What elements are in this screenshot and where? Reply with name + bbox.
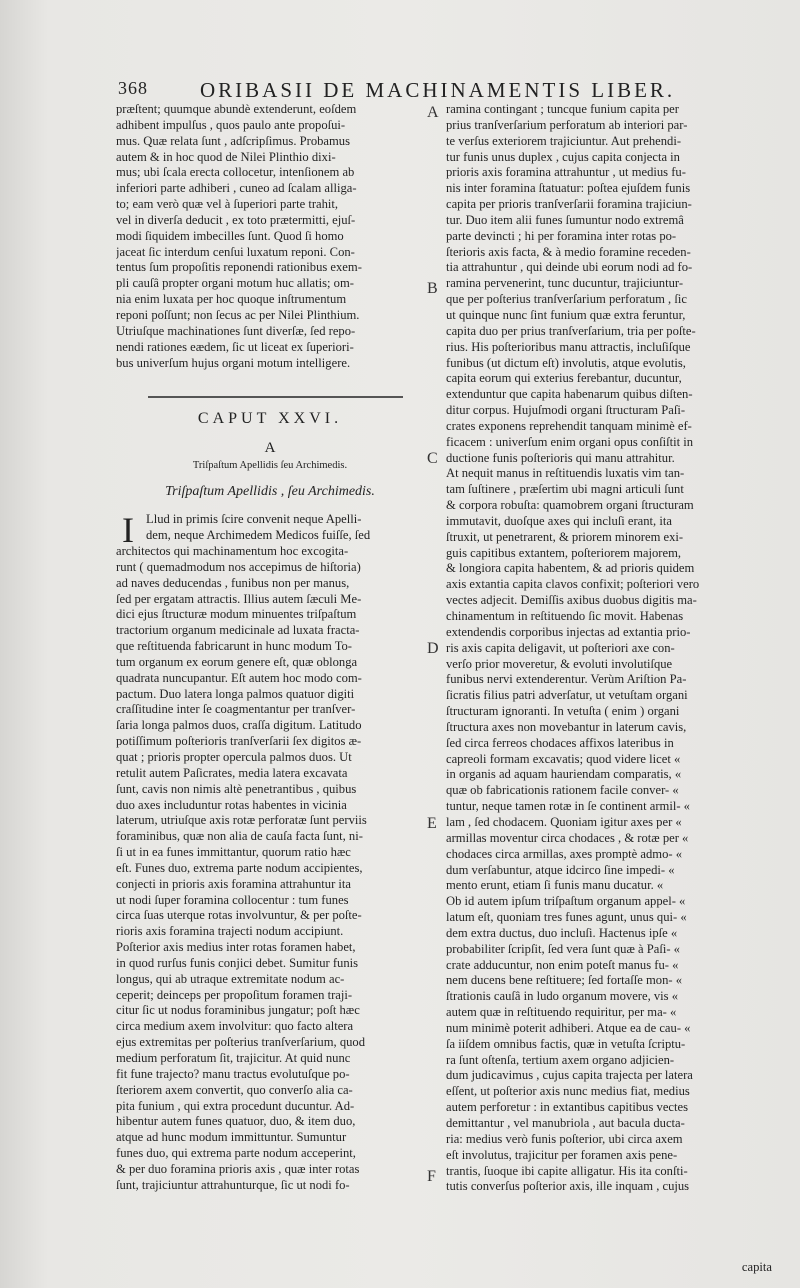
left-body-line: circa medium axem involvitur: quo facto altera — [116, 1019, 354, 1034]
left-body-line: laterum, utriuſque axis rotæ perforatæ ſunt perviis — [116, 813, 367, 828]
right-line: parte devincti ; hi per foramina inter rotas po- — [446, 228, 677, 243]
right-line: ſtructuram ignoranti. In vetuſta ( enim ) organi — [446, 704, 680, 719]
right-line: verſo prior moveretur, & evoluti involutiſque — [446, 656, 673, 671]
left-top-line: mus; ubi ſcala erecta collocetur, intenſionem ab — [116, 165, 355, 180]
left-body-line: ſteriorem axem convertit, quo converſo alia ca- — [116, 1082, 353, 1097]
chapter-subtitle: Triſpaſtum Apellidis ſeu Archimedis. — [192, 460, 348, 471]
right-line: prius tranſverſarium perforatum ab interiori par- — [446, 117, 688, 132]
left-body-line: quat ; prioris propter opercula palmos duos. Ut — [116, 749, 352, 764]
right-line: eſt involutus, trajicitur per foramen axis pene- — [446, 1147, 678, 1162]
left-top-line: modi ſiquidem imbecilles ſunt. Quod ſi homo — [116, 228, 344, 243]
left-body-line: runt ( quemadmodum nos accepimus de hiſtoria) — [116, 559, 361, 574]
right-line: tur funis unus duplex , cujus capita conjecta in — [446, 149, 680, 164]
left-top-line: nendi rationes eædem, ſic ut liceat ex ſuperiori- — [116, 339, 354, 354]
left-top-line: tentus ſum propoſitis reponendi rationibus exem- — [116, 260, 362, 275]
left-body-line: ceperit; deinceps per propoſitum foramen traji- — [116, 987, 353, 1002]
right-line: dum verſabuntur, atque idcirco ſine impedi- « — [446, 862, 675, 877]
left-first-line: dem, neque Archimedem Medicos fuiſſe, ſed — [146, 527, 371, 542]
right-line: num minimè poterit adhiberi. Atque ea de cau- « — [446, 1020, 691, 1035]
margin-letter-a: A — [427, 104, 439, 121]
right-line: capreoli formam excavatis; quod videre licet « — [446, 751, 681, 766]
right-line: autem perforetur : in extantibus capitibus vectes — [446, 1100, 688, 1115]
left-body-line: in quod rurſus funis conjici debet. Sumitur funis — [116, 955, 359, 970]
left-top-line: pli cauſâ propter organi motum huc allatis; om- — [116, 276, 354, 291]
right-line: axis extantia capita clavos confixit; poſteriori vero — [446, 577, 700, 592]
left-body-line: ut nodi ſuper foramina collocentur : tum funes — [116, 892, 349, 907]
right-line: tia attrahuntur , qui deinde ubi eorum nodi ad fo- — [446, 260, 693, 275]
right-column — [446, 102, 778, 1195]
left-top-line: præſtent; quumque abundè extenderunt, eoſdem — [116, 102, 357, 116]
right-line: chinamentum in reſtituendo ſic movit. Habenas — [446, 609, 684, 623]
section-divider — [148, 396, 403, 398]
left-body-line: fit fune trajecto? manu tractus evolutuſque po- — [116, 1066, 350, 1081]
left-first-line: Llud in primis ſcire convenit neque Apelli- — [146, 512, 362, 526]
left-column-top — [116, 102, 424, 371]
right-line: latum eſt, quoniam tres funes agunt, unus qui- « — [446, 910, 687, 925]
right-line: & longiora capita habentem, & ad prioris quidem — [446, 561, 695, 576]
right-line: ſtrationis cauſâ in ludo organum movere, vis « — [446, 989, 679, 1004]
left-body-line: eſt. Funes duo, extrema parte nodum accipientes, — [116, 860, 363, 875]
right-line: capita per prioris tranſverſarii foramina trajiciun- — [446, 197, 692, 212]
left-body-line: architectos qui machinamentum hoc excogita- — [116, 544, 349, 558]
right-line: dem extra ductus, duo incluſi. Hactenus ipſe « — [446, 925, 678, 940]
right-line: tuntur, neque tamen rotæ in ſe continent armil- « — [446, 799, 690, 814]
left-body-line: ſed per ergatam attractis. Illius autem ſæculi Me- — [116, 591, 362, 606]
right-line: Ob id autem ipſum triſpaſtum organum appel- « — [446, 894, 686, 909]
left-top-line: nia enim luxata per hoc quoque inſtrumentum — [116, 292, 347, 307]
left-top-line: jaceat ſic interdum cenſui luxatum reponi. Con- — [116, 244, 355, 259]
right-line: ſicratis filius patri adverſatur, ut vetuſtam organi — [446, 688, 688, 703]
right-line: vectes adjecit. Demiſſis axibus duobus digitis ma- — [446, 593, 697, 608]
left-top-line: inferiori parte adhiberi , cuneo ad ſcalam alliga- — [116, 181, 357, 196]
chapter-italic-title: Triſpaſtum Apellidis , ſeu Archimedis. — [165, 484, 375, 499]
left-body-line: circa ſuas uterque rotas involvuntur, & per poſte- — [116, 908, 362, 923]
left-top-line: adhibent impulſus , quos paulo ante propoſui- — [116, 117, 346, 132]
left-top-line: mus. Quæ relata ſunt , adſcripſimus. Probamus — [116, 133, 351, 148]
margin-letter-b: B — [427, 280, 438, 297]
catchword: capita — [741, 1260, 772, 1274]
right-line: quæ ob fabricationis rationem facile conver- « — [446, 783, 679, 798]
right-line: autem quæ in reſtituendo requiritur, per ma- « — [446, 1005, 677, 1020]
left-body-line: tractorium organum medicinale ad luxata fracta- — [116, 623, 360, 638]
right-line: immutavit, duoſque axes qui incluſi erant, ita — [446, 513, 672, 528]
page-title: ORIBASII DE MACHINAMENTIS LIBER. — [200, 78, 676, 102]
right-line: & corpora robuſta: quamobrem organi ſtructuram — [446, 498, 694, 513]
right-line: armillas moventur circa chodaces , & rotæ per « — [446, 830, 689, 845]
right-line: ramina pervenerint, tunc ducuntur, trajiciuntur- — [446, 276, 684, 291]
left-body-line: duo axes includuntur rotas habentes in vicinia — [116, 797, 347, 812]
right-line: nis inter foramina ſtatuatur: poſtea ejuſdem funis — [446, 181, 691, 196]
left-body-line: craſſitudine inter ſe coagmentantur per tranſver- — [116, 702, 356, 717]
left-body-line: ad naves deducendas , funibus non per manus, — [116, 575, 350, 590]
margin-letter-e: E — [427, 815, 437, 832]
margin-letter-c: C — [427, 450, 438, 467]
chapter-heading: CAPUT XXVI. — [197, 410, 343, 427]
drop-cap: I — [122, 510, 134, 550]
right-line: ſtructura axes non movebantur in laterum cavis, — [446, 719, 687, 734]
right-line: ra ſunt oſtenſa, tertium axem organo adjicien- — [446, 1052, 675, 1067]
right-line: mento erunt, etiam ſi funis manu ducatur. « — [446, 878, 664, 893]
right-line: funibus (ut dictum eſt) involutis, atque evolutis, — [446, 355, 686, 370]
left-body-line: que reſtituenda fabricarunt in hunc modum To- — [116, 639, 352, 654]
left-body-line: conjecti in prioris axis foramina attrahuntur ita — [116, 876, 352, 891]
left-body-line: ejus extremitas per poſterius tranſverſarium, quod — [116, 1035, 366, 1050]
left-column-opening — [146, 512, 424, 544]
right-line: prioris axis foramina attrahuntur , ut medius fu- — [446, 165, 686, 180]
left-body-line: ſunt, trajiciuntur attrahunturque, ſic ut nodi fo- — [116, 1177, 350, 1192]
left-body-line: & per duo foramina prioris axis , quæ inter rotas — [116, 1161, 360, 1176]
left-body-line: rioris axis foramina trajecti nodum accipiunt. — [116, 924, 344, 939]
right-line: funibus nervi extenderentur. Verùm Ariſtion Pa- — [446, 672, 687, 687]
right-line: ductione funis poſterioris qui manu attrahitur. — [446, 450, 675, 465]
left-body-line: retulit autem Paſicrates, media latera excavata — [116, 765, 348, 780]
right-line: extenduntur que capita habenarum quibus diſten- — [446, 387, 693, 402]
left-top-line: autem & in hoc quod de Nilei Plinthio dixi- — [116, 149, 336, 164]
right-line: ramina contingant ; tuncque funium capita per — [446, 102, 679, 116]
margin-letter-d: D — [427, 640, 439, 657]
left-body-line: citur ſic ut nodus foraminibus jungatur; poſt hæc — [116, 1003, 360, 1018]
right-line: ut quinque nunc ſint funium quæ extra feruntur, — [446, 307, 686, 322]
right-line: ris axis capita deligavit, ut poſteriori axe con- — [446, 640, 675, 655]
right-line: ſa iiſdem omnibus factis, quæ in vetuſta ſcriptu- — [446, 1036, 686, 1051]
left-body-line: ſi ut in ea funes immittantur, quorum ratio hæc — [116, 845, 351, 860]
right-line: rius. His poſterioribus manu attractis, incluſiſque — [446, 339, 691, 354]
right-line: ſterioris axis facta, & à medio foramine receden- — [446, 244, 691, 259]
right-line: tur. Duo item alii funes ſumuntur nodo extremâ — [446, 212, 684, 227]
right-line: ficacem : univerſum enim organi opus conſiſtit in — [446, 434, 694, 449]
right-line: nem ducens bene reſtituere; ſed fortaſſe mon- « — [446, 973, 683, 988]
right-line: crate adducuntur, non enim poteſt manus fu- « — [446, 957, 679, 972]
right-line: chodaces circa armillas, axes promptè admo- « — [446, 846, 683, 861]
right-line: At nequit manus in reſtituendis luxatis vim tan- — [446, 466, 685, 481]
running-head — [118, 78, 798, 104]
right-line: tam ſuſtinere , præſertim ubi magni articuli ſunt — [446, 482, 684, 497]
left-top-line: reponi poſſunt; non ſecus ac per Nilei Plinthium. — [116, 307, 360, 322]
right-line: tutis converſus poſterior axis, ille inquam , cujus — [446, 1179, 690, 1194]
right-line: guis capitibus extantem, poſteriorem majorem, — [446, 545, 682, 560]
right-line: ditur corpus. Hujuſmodi organi ſtructuram Paſi- — [446, 403, 686, 418]
left-top-line: to; eam verò quæ vel à ſuperiori parte trahit, — [116, 197, 339, 212]
left-body-line: quadrata nuncupantur. Eſt autem hoc modo com- — [116, 670, 362, 685]
right-line: lam , ſed chodacem. Quoniam igitur axes per « — [446, 814, 682, 829]
left-top-line: vel in diverſa deducit , ex toto prætermitti, ejuſ- — [116, 212, 356, 227]
right-line: trantis, ſuoque ibi capite alligatur. His ita conſti- — [446, 1163, 688, 1178]
left-body-line: foraminibus, quæ non alia de cauſa facta ſunt, ni- — [116, 829, 363, 844]
page-number: 368 — [118, 78, 148, 98]
left-body-line: pactum. Duo latera longa palmos quatuor digiti — [116, 686, 355, 701]
left-column-body — [116, 544, 424, 1194]
left-body-line: medium perforatum ſit, trajicitur. At quid nunc — [116, 1051, 351, 1065]
left-top-line: Utriuſque machinationes ſunt diverſæ, ſed repo- — [116, 323, 356, 338]
chapter-letter: A — [264, 440, 276, 456]
left-body-line: atque ad hunc modum immittuntur. Sumuntur — [116, 1130, 347, 1145]
right-line: probabiliter ſcripſit, ſed vera ſunt quæ à Paſi- « — [446, 941, 680, 956]
right-line: dum judicavimus , cujus capita trajecta per latera — [446, 1068, 693, 1083]
left-body-line: hibentur autem funes quatuor, duo, & item duo, — [116, 1114, 356, 1129]
right-line: eſſent, ut poſterior axis nunc medius fiat, medius — [446, 1084, 690, 1099]
right-line: capita eorum qui exterius ferebantur, ducuntur, — [446, 371, 682, 386]
left-body-line: ſaria longa palmos duos, craſſa digitum. Latitudo — [116, 718, 362, 733]
right-line: capita duo per prius tranſverſarium, tria per poſte- — [446, 323, 696, 338]
left-body-line: potiſſimum poſterioris tranſverſarii ſex digitos æ- — [116, 734, 362, 749]
right-line: ſed circa ferreos chodaces affixos lateribus in — [446, 735, 674, 750]
right-line: ſtruxit, ut penetrarent, & priorem minorem exi- — [446, 529, 684, 544]
left-body-line: pita funium , qui extra procedunt ducuntur. Ad- — [116, 1098, 355, 1113]
left-body-line: Poſterior axis medius inter rotas foramen habet, — [116, 940, 356, 955]
left-body-line: funes duo, qui extrema parte nodum acceperint, — [116, 1146, 356, 1161]
left-body-line: ſunt, cavis non nimis altè penetrantibus , quibus — [116, 781, 357, 796]
margin-letter-f: F — [427, 1168, 436, 1185]
right-line: ria: medius verò funis poſterior, ubi circa axem — [446, 1131, 683, 1146]
left-top-line: bus univerſum hujus organi motum intelligere. — [116, 355, 351, 370]
right-line: que per poſterius tranſverſarium perforatum , ſic — [446, 292, 687, 307]
right-line: extendendis corporibus injectas ad extantia prio- — [446, 624, 691, 639]
right-line: crates exponens reprehendit tanquam minimè ef- — [446, 418, 692, 433]
left-body-line: longus, qui ab utraque extremitate nodum ac- — [116, 971, 345, 986]
right-line: in organis ad aquam hauriendam comparatis, « — [446, 767, 682, 782]
left-body-line: dici ejus ſtructuræ modum minuentes triſpaſtum — [116, 607, 357, 622]
right-line: demittantur , vel manubriola , aut bacula ducta- — [446, 1116, 685, 1130]
right-line: te verſus exteriorem trajiciuntur. Aut prehendi- — [446, 133, 682, 148]
left-body-line: tum organum ex eorum genere eſt, quæ oblonga — [116, 654, 358, 669]
